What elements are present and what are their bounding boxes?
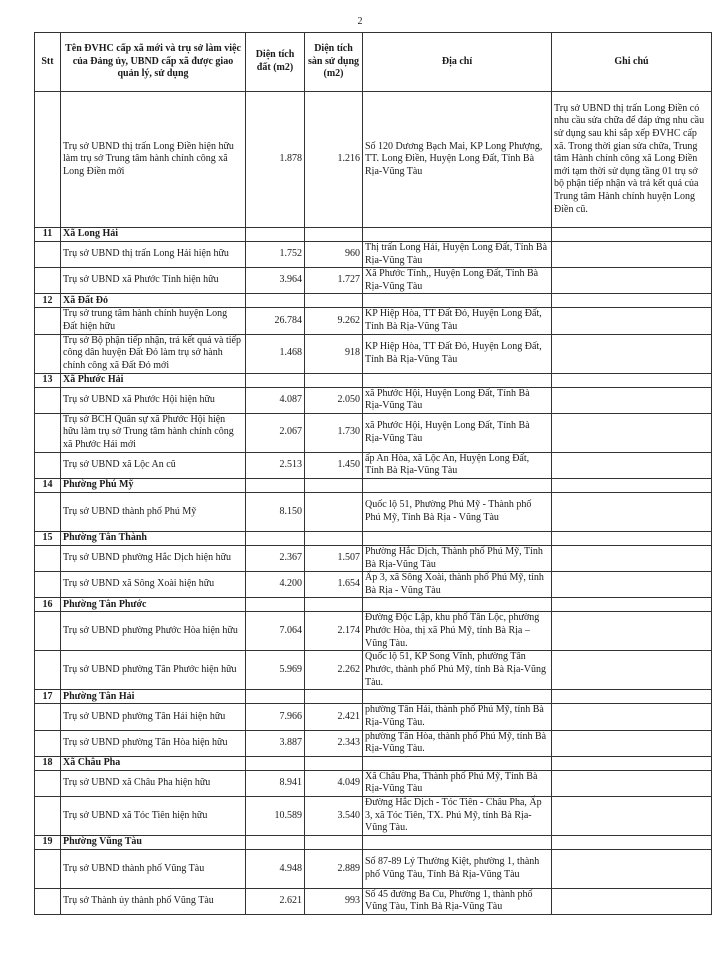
- cell-name: Trụ sở UBND phường Tân Hòa hiện hữu: [61, 730, 246, 756]
- cell-floor-area: 918: [305, 334, 363, 373]
- cell-name: Trụ sở UBND xã Lộc An cũ: [61, 452, 246, 478]
- table-header-row: [35, 33, 712, 92]
- cell-floor-area: 1.727: [305, 268, 363, 294]
- cell-name: Trụ sở UBND thành phố Vũng Tàu: [61, 849, 246, 888]
- table-row: [35, 612, 712, 651]
- cell-land-area: 2.067: [246, 413, 305, 452]
- cell-floor-area: 1.450: [305, 452, 363, 478]
- cell-address: Quốc lộ 51, Phường Phú Mỹ - Thành phố Phú Mỹ, Tỉnh Bà Rịa - Vũng Tàu: [363, 492, 552, 531]
- cell-land-area: 4.200: [246, 572, 305, 598]
- cell-group-name: Phường Phú Mỹ: [61, 478, 246, 492]
- cell-land-area: 2.621: [246, 888, 305, 914]
- header-stt: Stt: [35, 33, 61, 92]
- cell-floor-area: 1.654: [305, 572, 363, 598]
- cell-name: Trụ sở trung tâm hành chính huyện Long Đất hiện hữu: [61, 308, 246, 334]
- cell-floor-area: 2.343: [305, 730, 363, 756]
- cell-floor-area: 1.216: [305, 92, 363, 228]
- cell-address: xã Phước Hội, Huyện Long Đất, Tỉnh Bà Rịa-Vũng Tàu: [363, 387, 552, 413]
- cell-stt: 19: [35, 835, 61, 849]
- cell-name: Trụ sở UBND phường Tân Phước hiện hữu: [61, 651, 246, 690]
- cell-stt: 16: [35, 598, 61, 612]
- cell-floor-area: 2.421: [305, 704, 363, 730]
- cell-stt: 12: [35, 294, 61, 308]
- cell-stt: 13: [35, 373, 61, 387]
- cell-floor-area: 9.262: [305, 308, 363, 334]
- cell-name: Trụ sở UBND phường Phước Hòa hiện hữu: [61, 612, 246, 651]
- cell-floor-area: 2.889: [305, 849, 363, 888]
- cell-name: Trụ sở Thành ủy thành phố Vũng Tàu: [61, 888, 246, 914]
- cell-floor-area: 1.507: [305, 545, 363, 571]
- table-row: [35, 92, 712, 228]
- cell-address: Thị trấn Long Hải, Huyện Long Đất, Tỉnh Bà Rịa-Vũng Tàu: [363, 242, 552, 268]
- cell-land-area: 7.966: [246, 704, 305, 730]
- cell-land-area: 3.964: [246, 268, 305, 294]
- cell-group-name: Xã Đất Đỏ: [61, 294, 246, 308]
- table-row: [35, 770, 712, 796]
- group-row: [35, 294, 712, 308]
- cell-address: Số 120 Dương Bạch Mai, KP Long Phượng, TT. Long Điền, Huyện Long Đất, Tỉnh Bà Rịa-Vũng Tàu: [363, 92, 552, 228]
- table-row: [35, 572, 712, 598]
- cell-address: Đường Hắc Dịch - Tóc Tiên - Châu Pha, Ấp 3, xã Tóc Tiên, TX. Phú Mỹ, tỉnh Bà Rịa-Vũng Tàu.: [363, 796, 552, 835]
- table-row: [35, 492, 712, 531]
- cell-stt: 15: [35, 531, 61, 545]
- cell-floor-area: [305, 492, 363, 531]
- header-name: Tên ĐVHC cấp xã mới và trụ sở làm việc của Đảng ủy, UBND cấp xã được giao quản lý, sử dụng: [61, 33, 246, 92]
- page-number: 2: [357, 16, 363, 27]
- group-row: [35, 478, 712, 492]
- cell-floor-area: 3.540: [305, 796, 363, 835]
- header-floor-area: Diện tích sàn sử dụng (m2): [305, 33, 363, 92]
- cell-group-name: Xã Châu Pha: [61, 756, 246, 770]
- cell-floor-area: 4.049: [305, 770, 363, 796]
- cell-stt: [35, 92, 61, 228]
- cell-land-area: 8.941: [246, 770, 305, 796]
- cell-name: Trụ sở UBND thành phố Phú Mỹ: [61, 492, 246, 531]
- table-row: [35, 242, 712, 268]
- cell-stt: 18: [35, 756, 61, 770]
- cell-stt: 14: [35, 478, 61, 492]
- cell-name: Trụ sở UBND xã Châu Pha hiện hữu: [61, 770, 246, 796]
- cell-land-area: 1.468: [246, 334, 305, 373]
- facilities-table: [34, 32, 712, 915]
- group-row: [35, 531, 712, 545]
- cell-name: Trụ sở UBND phường Hắc Dịch hiện hữu: [61, 545, 246, 571]
- group-row: [35, 756, 712, 770]
- cell-address: KP Hiệp Hòa, TT Đất Đỏ, Huyện Long Đất, Tỉnh Bà Rịa-Vũng Tàu: [363, 308, 552, 334]
- cell-group-name: Phường Tân Thành: [61, 531, 246, 545]
- group-row: [35, 835, 712, 849]
- header-land-area: Diện tích đất (m2): [246, 33, 305, 92]
- cell-address: phường Tân Hòa, thành phố Phú Mỹ, tỉnh Bà Rịa-Vũng Tàu.: [363, 730, 552, 756]
- table-row: [35, 452, 712, 478]
- table-body: [35, 92, 712, 915]
- cell-name: Trụ sở UBND xã Sông Xoài hiện hữu: [61, 572, 246, 598]
- cell-land-area: 2.513: [246, 452, 305, 478]
- cell-name: Trụ sở UBND thị trấn Long Điền hiện hữu làm trụ sở Trung tâm hành chính công xã Long Điền mới: [61, 92, 246, 228]
- table-row: [35, 413, 712, 452]
- cell-floor-area: 1.730: [305, 413, 363, 452]
- cell-floor-area: 2.262: [305, 651, 363, 690]
- cell-land-area: 10.589: [246, 796, 305, 835]
- cell-land-area: 26.784: [246, 308, 305, 334]
- cell-floor-area: 993: [305, 888, 363, 914]
- cell-land-area: 5.969: [246, 651, 305, 690]
- cell-stt: 17: [35, 690, 61, 704]
- table-row: [35, 545, 712, 571]
- cell-address: Xã Phước Tỉnh,, Huyện Long Đất, Tỉnh Bà Rịa-Vũng Tàu: [363, 268, 552, 294]
- cell-land-area: 1.752: [246, 242, 305, 268]
- cell-address: xã Phước Hội, Huyện Long Đất, Tỉnh Bà Rịa-Vũng Tàu: [363, 413, 552, 452]
- group-row: [35, 598, 712, 612]
- cell-stt: 11: [35, 228, 61, 242]
- group-row: [35, 228, 712, 242]
- cell-group-name: Xã Phước Hải: [61, 373, 246, 387]
- cell-address: phường Tân Hải, thành phố Phú Mỹ, tỉnh Bà Rịa-Vũng Tàu.: [363, 704, 552, 730]
- cell-land-area: 2.367: [246, 545, 305, 571]
- group-row: [35, 373, 712, 387]
- cell-land-area: 4.948: [246, 849, 305, 888]
- cell-name: Trụ sở UBND xã Phước Hội hiện hữu: [61, 387, 246, 413]
- table-row: [35, 268, 712, 294]
- cell-address: Số 45 đường Ba Cu, Phường 1, thành phố Vũng Tàu, Tỉnh Bà Rịa-Vũng Tàu: [363, 888, 552, 914]
- cell-name: Trụ sở UBND phường Tân Hải hiện hữu: [61, 704, 246, 730]
- cell-group-name: Phường Tân Hải: [61, 690, 246, 704]
- cell-address: Phường Hắc Dịch, Thành phố Phú Mỹ, Tỉnh Bà Rịa-Vũng Tàu: [363, 545, 552, 571]
- cell-address: Xã Châu Pha, Thành phố Phú Mỹ, Tỉnh Bà Rịa-Vũng Tàu: [363, 770, 552, 796]
- cell-group-name: Xã Long Hải: [61, 228, 246, 242]
- cell-address: ấp An Hòa, xã Lộc An, Huyện Long Đất, Tỉnh Bà Rịa-Vũng Tàu: [363, 452, 552, 478]
- cell-name: Trụ sở BCH Quân sự xã Phước Hội hiện hữu làm trụ sở Trung tâm hành chính công xã Phước Hải mới: [61, 413, 246, 452]
- table-row: [35, 849, 712, 888]
- table-row: [35, 704, 712, 730]
- table-row: [35, 730, 712, 756]
- table-row: [35, 651, 712, 690]
- cell-name: Trụ sở Bộ phận tiếp nhận, trả kết quả và tiếp công dân huyện Đất Đỏ làm trụ sở hành chính công xã Đất Đỏ mới: [61, 334, 246, 373]
- cell-floor-area: 960: [305, 242, 363, 268]
- group-row: [35, 690, 712, 704]
- cell-address: Số 87-89 Lý Thường Kiệt, phường 1, thành phố Vũng Tàu, Tỉnh Bà Rịa-Vũng Tàu: [363, 849, 552, 888]
- table-row: [35, 888, 712, 914]
- cell-address: Đường Độc Lập, khu phố Tân Lộc, phường Phước Hòa, thị xã Phú Mỹ, tỉnh Bà Rịa – Vũng Tàu.: [363, 612, 552, 651]
- table-row: [35, 796, 712, 835]
- cell-land-area: 1.878: [246, 92, 305, 228]
- cell-name: Trụ sở UBND xã Phước Tỉnh hiện hữu: [61, 268, 246, 294]
- cell-land-area: 8.150: [246, 492, 305, 531]
- cell-address: Ấp 3, xã Sông Xoài, thành phố Phú Mỹ, tỉnh Bà Rịa - Vũng Tàu: [363, 572, 552, 598]
- cell-floor-area: 2.174: [305, 612, 363, 651]
- cell-address: KP Hiệp Hòa, TT Đất Đỏ, Huyện Long Đất, Tỉnh Bà Rịa-Vũng Tàu: [363, 334, 552, 373]
- cell-land-area: 3.887: [246, 730, 305, 756]
- table-row: [35, 334, 712, 373]
- cell-note: Trụ sở UBND thị trấn Long Điền có nhu cầu sửa chữa để đáp ứng nhu cầu sử dụng sau khi sắp xếp ĐVHC cấp xã. Trong thời gian sửa chữa, Trung tâm Hành chính công xã Long Điền mới tạm thời sử dụng tầng 01 trụ sở bộ phận tiếp nhận và trả kết quả của Trung tâm Hành chính huyện Long Điền cũ.: [552, 92, 712, 228]
- header-note: Ghi chú: [552, 33, 712, 92]
- cell-name: Trụ sở UBND xã Tóc Tiên hiện hữu: [61, 796, 246, 835]
- cell-group-name: Phường Vũng Tàu: [61, 835, 246, 849]
- cell-land-area: 7.064: [246, 612, 305, 651]
- cell-land-area: 4.087: [246, 387, 305, 413]
- cell-floor-area: 2.050: [305, 387, 363, 413]
- cell-address: Quốc lộ 51, KP Song Vĩnh, phường Tân Phước, thành phố Phú Mỹ, tỉnh Bà Rịa-Vũng Tàu.: [363, 651, 552, 690]
- table-row: [35, 387, 712, 413]
- cell-name: Trụ sở UBND thị trấn Long Hải hiện hữu: [61, 242, 246, 268]
- cell-group-name: Phường Tân Phước: [61, 598, 246, 612]
- header-address: Địa chỉ: [363, 33, 552, 92]
- table-row: [35, 308, 712, 334]
